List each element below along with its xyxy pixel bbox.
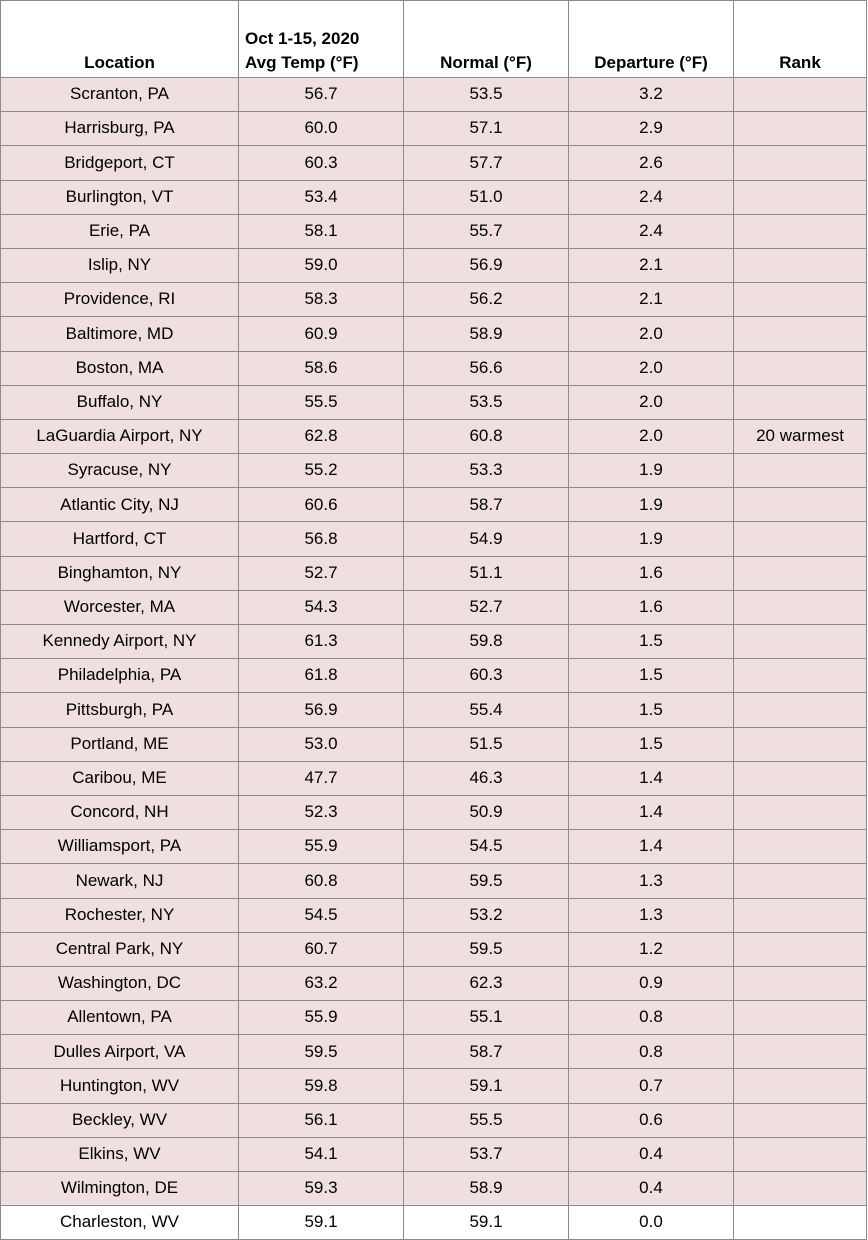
cell-normal: 59.1 [404,1069,569,1103]
cell-location: Syracuse, NY [1,454,239,488]
cell-avg-temp: 54.5 [239,898,404,932]
cell-rank [734,693,867,727]
cell-avg-temp: 54.3 [239,590,404,624]
cell-departure: 2.0 [569,317,734,351]
cell-location: Burlington, VT [1,180,239,214]
cell-departure: 1.9 [569,454,734,488]
cell-departure: 0.7 [569,1069,734,1103]
cell-location: Worcester, MA [1,590,239,624]
table-row [1,317,867,351]
cell-rank [734,78,867,112]
table-row [1,1206,867,1240]
cell-location: Elkins, WV [1,1137,239,1171]
column-header-rank [734,1,867,78]
cell-avg-temp: 60.9 [239,317,404,351]
cell-normal: 51.0 [404,180,569,214]
table-header [1,1,867,78]
cell-normal: 53.3 [404,454,569,488]
table-row [1,898,867,932]
table-row [1,283,867,317]
cell-departure: 2.6 [569,146,734,180]
cell-location: Allentown, PA [1,1001,239,1035]
cell-location: Providence, RI [1,283,239,317]
cell-departure: 1.9 [569,488,734,522]
cell-departure: 1.2 [569,932,734,966]
cell-normal: 58.9 [404,317,569,351]
cell-location: Scranton, PA [1,78,239,112]
cell-rank [734,488,867,522]
cell-departure: 0.6 [569,1103,734,1137]
cell-departure: 1.5 [569,693,734,727]
cell-location: Baltimore, MD [1,317,239,351]
cell-location: Pittsburgh, PA [1,693,239,727]
table-row [1,488,867,522]
table-row [1,1172,867,1206]
cell-rank [734,830,867,864]
table-row [1,351,867,385]
cell-rank [734,590,867,624]
cell-normal: 54.9 [404,522,569,556]
table-row [1,214,867,248]
cell-avg-temp: 55.2 [239,454,404,488]
table-row [1,180,867,214]
cell-normal: 58.7 [404,488,569,522]
cell-location: Erie, PA [1,214,239,248]
cell-rank [734,659,867,693]
cell-location: Central Park, NY [1,932,239,966]
table-body [1,78,867,1240]
cell-location: Kennedy Airport, NY [1,625,239,659]
cell-departure: 2.4 [569,214,734,248]
table-row [1,693,867,727]
cell-departure: 1.5 [569,625,734,659]
cell-avg-temp: 56.1 [239,1103,404,1137]
cell-location: Newark, NJ [1,864,239,898]
table-row [1,556,867,590]
cell-normal: 60.8 [404,419,569,453]
cell-rank [734,522,867,556]
cell-departure: 2.1 [569,248,734,282]
cell-avg-temp: 60.7 [239,932,404,966]
cell-rank [734,932,867,966]
table-row [1,112,867,146]
cell-rank [734,727,867,761]
cell-departure: 0.8 [569,1035,734,1069]
cell-rank [734,1137,867,1171]
cell-normal: 55.5 [404,1103,569,1137]
cell-rank [734,385,867,419]
cell-location: Caribou, ME [1,761,239,795]
cell-departure: 2.0 [569,351,734,385]
cell-normal: 52.7 [404,590,569,624]
table-row [1,659,867,693]
cell-normal: 53.7 [404,1137,569,1171]
cell-normal: 58.7 [404,1035,569,1069]
cell-avg-temp: 56.7 [239,78,404,112]
cell-departure: 1.4 [569,830,734,864]
cell-rank [734,214,867,248]
cell-normal: 56.2 [404,283,569,317]
cell-avg-temp: 59.5 [239,1035,404,1069]
cell-normal: 55.1 [404,1001,569,1035]
cell-location: Wilmington, DE [1,1172,239,1206]
table-row [1,1137,867,1171]
table-row [1,795,867,829]
cell-location: Boston, MA [1,351,239,385]
cell-rank [734,283,867,317]
cell-departure: 2.1 [569,283,734,317]
cell-rank [734,898,867,932]
cell-normal: 53.5 [404,385,569,419]
cell-departure: 1.5 [569,659,734,693]
cell-rank [734,761,867,795]
cell-avg-temp: 47.7 [239,761,404,795]
table-row [1,1103,867,1137]
cell-avg-temp: 55.9 [239,830,404,864]
cell-departure: 0.8 [569,1001,734,1035]
table-row [1,1069,867,1103]
cell-avg-temp: 59.8 [239,1069,404,1103]
table-row [1,932,867,966]
cell-normal: 62.3 [404,966,569,1000]
table-row [1,419,867,453]
column-header-departure [569,1,734,78]
cell-location: Huntington, WV [1,1069,239,1103]
cell-location: Williamsport, PA [1,830,239,864]
table-row [1,830,867,864]
cell-normal: 51.5 [404,727,569,761]
cell-location: Beckley, WV [1,1103,239,1137]
cell-departure: 2.0 [569,385,734,419]
cell-departure: 0.9 [569,966,734,1000]
column-header-avg-temp-label: Avg Temp (°F) [245,53,359,73]
table-row [1,385,867,419]
table-row [1,864,867,898]
column-header-normal [404,1,569,78]
table-row [1,727,867,761]
table-row [1,761,867,795]
cell-rank [734,966,867,1000]
cell-avg-temp: 61.3 [239,625,404,659]
cell-normal: 58.9 [404,1172,569,1206]
cell-departure: 2.0 [569,419,734,453]
cell-avg-temp: 56.8 [239,522,404,556]
cell-location: Binghamton, NY [1,556,239,590]
cell-normal: 55.7 [404,214,569,248]
column-header-rank-label: Rank [779,53,821,73]
cell-avg-temp: 59.0 [239,248,404,282]
table-row [1,78,867,112]
column-header-location [1,1,239,78]
cell-normal: 55.4 [404,693,569,727]
cell-avg-temp: 59.1 [239,1206,404,1240]
table-row [1,146,867,180]
cell-rank [734,1001,867,1035]
cell-departure: 0.4 [569,1172,734,1206]
cell-normal: 60.3 [404,659,569,693]
cell-departure: 0.4 [569,1137,734,1171]
table-row [1,454,867,488]
table-row [1,1035,867,1069]
cell-avg-temp: 58.3 [239,283,404,317]
cell-avg-temp: 52.3 [239,795,404,829]
cell-departure: 3.2 [569,78,734,112]
cell-location: Hartford, CT [1,522,239,556]
column-header-normal-label: Normal (°F) [440,53,532,73]
cell-location: Islip, NY [1,248,239,282]
cell-location: Atlantic City, NJ [1,488,239,522]
cell-departure: 1.6 [569,590,734,624]
cell-rank [734,795,867,829]
cell-rank [734,1172,867,1206]
cell-rank [734,317,867,351]
cell-location: Portland, ME [1,727,239,761]
cell-normal: 50.9 [404,795,569,829]
cell-avg-temp: 58.1 [239,214,404,248]
table-row [1,522,867,556]
column-header-departure-label: Departure (°F) [594,53,708,73]
cell-departure: 2.4 [569,180,734,214]
cell-location: Concord, NH [1,795,239,829]
cell-rank [734,1035,867,1069]
cell-location: Bridgeport, CT [1,146,239,180]
table-row [1,248,867,282]
cell-avg-temp: 63.2 [239,966,404,1000]
cell-rank [734,146,867,180]
cell-normal: 57.1 [404,112,569,146]
table-row [1,1001,867,1035]
cell-normal: 54.5 [404,830,569,864]
cell-avg-temp: 55.5 [239,385,404,419]
cell-rank [734,454,867,488]
cell-normal: 56.9 [404,248,569,282]
cell-departure: 1.4 [569,795,734,829]
table-row [1,625,867,659]
header-row [1,1,867,78]
table-row [1,590,867,624]
cell-location: Philadelphia, PA [1,659,239,693]
cell-normal: 53.5 [404,78,569,112]
cell-location: Charleston, WV [1,1206,239,1240]
cell-normal: 51.1 [404,556,569,590]
cell-rank [734,1103,867,1137]
cell-avg-temp: 62.8 [239,419,404,453]
cell-avg-temp: 58.6 [239,351,404,385]
cell-normal: 59.8 [404,625,569,659]
cell-departure: 1.6 [569,556,734,590]
cell-avg-temp: 55.9 [239,1001,404,1035]
cell-avg-temp: 60.3 [239,146,404,180]
cell-departure: 1.3 [569,864,734,898]
cell-departure: 1.4 [569,761,734,795]
cell-normal: 56.6 [404,351,569,385]
cell-rank [734,248,867,282]
table-row [1,966,867,1000]
cell-location: Washington, DC [1,966,239,1000]
cell-normal: 59.1 [404,1206,569,1240]
column-header-location-label: Location [84,53,155,73]
cell-rank [734,864,867,898]
cell-rank [734,112,867,146]
cell-normal: 46.3 [404,761,569,795]
cell-location: Dulles Airport, VA [1,1035,239,1069]
cell-avg-temp: 61.8 [239,659,404,693]
cell-location: Buffalo, NY [1,385,239,419]
cell-avg-temp: 53.4 [239,180,404,214]
cell-avg-temp: 53.0 [239,727,404,761]
column-header-avg-temp [239,1,404,78]
cell-departure: 2.9 [569,112,734,146]
cell-rank [734,1069,867,1103]
cell-avg-temp: 60.8 [239,864,404,898]
cell-avg-temp: 52.7 [239,556,404,590]
cell-location: Rochester, NY [1,898,239,932]
cell-normal: 57.7 [404,146,569,180]
cell-rank [734,556,867,590]
cell-rank [734,1206,867,1240]
cell-avg-temp: 56.9 [239,693,404,727]
cell-avg-temp: 59.3 [239,1172,404,1206]
column-header-avg-temp-period: Oct 1-15, 2020 [245,28,360,48]
cell-avg-temp: 54.1 [239,1137,404,1171]
cell-departure: 1.5 [569,727,734,761]
cell-normal: 53.2 [404,898,569,932]
cell-avg-temp: 60.0 [239,112,404,146]
cell-departure: 1.3 [569,898,734,932]
cell-rank: 20 warmest [734,419,867,453]
cell-normal: 59.5 [404,932,569,966]
cell-rank [734,351,867,385]
cell-rank [734,625,867,659]
cell-location: LaGuardia Airport, NY [1,419,239,453]
cell-normal: 59.5 [404,864,569,898]
cell-rank [734,180,867,214]
cell-location: Harrisburg, PA [1,112,239,146]
cell-departure: 1.9 [569,522,734,556]
cell-departure: 0.0 [569,1206,734,1240]
cell-avg-temp: 60.6 [239,488,404,522]
